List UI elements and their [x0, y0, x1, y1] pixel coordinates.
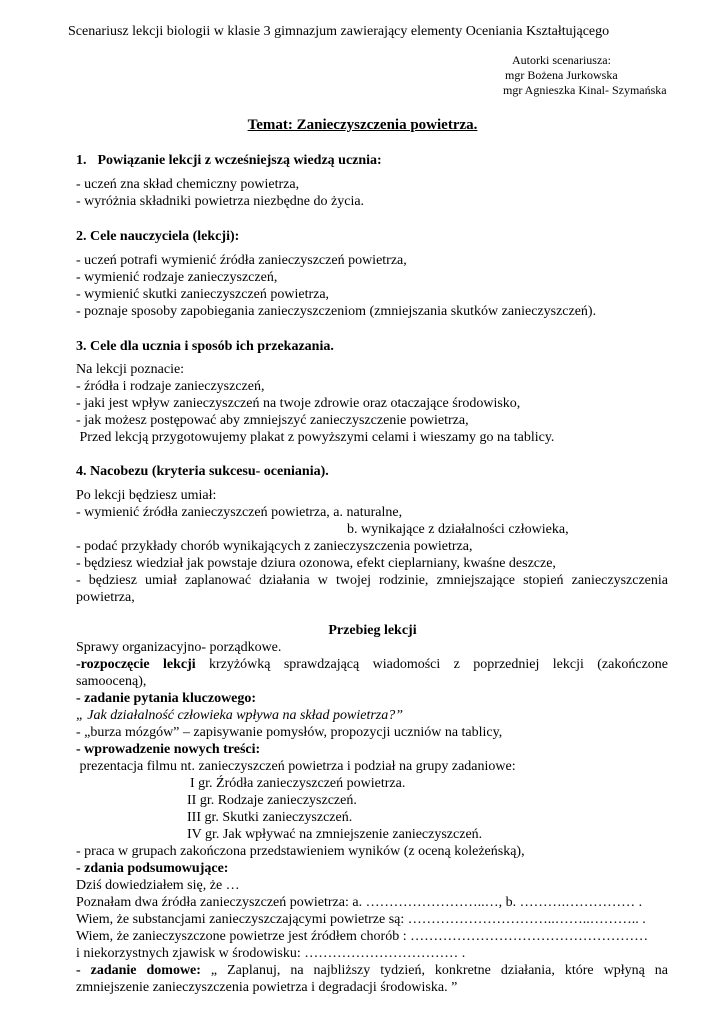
homework-label: - zadanie domowe:	[76, 963, 201, 978]
list-item: Na lekcji poznacie:	[76, 362, 185, 377]
list-item: Po lekcji będziesz umiał:	[76, 488, 217, 503]
list-item: Przed lekcją przygotowujemy plakat z powyższymi celami i wieszamy go na tablicy.	[76, 430, 555, 445]
group-item: IV gr. Jak wpływać na zmniejszenie zanieczyszczeń.	[187, 827, 483, 842]
list-item: - będziesz umiał zaplanować działania w twojej rodzinie, zmniejszające stopień zanieczyszczenia	[76, 573, 668, 588]
key-question-label: - zadanie pytania kluczowego:	[76, 691, 257, 706]
procedure-line	[76, 656, 668, 673]
summary-sentence: Wiem, że substancjami zanieczyszczającymi powietrze są: …………………………..……..……….. .	[76, 912, 646, 927]
section-3-heading: 3. Cele dla ucznia i sposób ich przekazania.	[76, 339, 334, 354]
section-2-list	[76, 252, 596, 320]
list-item: - jak możesz postępować aby zmniejszyć zanieczyszczenie powietrza,	[76, 413, 469, 428]
group-item: I gr. Źródła zanieczyszczeń powietrza.	[190, 776, 406, 791]
group-item: III gr. Skutki zanieczyszczeń.	[187, 810, 353, 825]
homework-line: zmniejszenie zanieczyszczenia powietrza i degradacji środowiska. ”	[76, 980, 458, 995]
list-item: - wymienić skutki zanieczyszczeń powietrza,	[76, 287, 330, 302]
list-item: - źródła i rodzaje zanieczyszczeń,	[76, 379, 265, 394]
section-2-heading: 2. Cele nauczyciela (lekcji):	[76, 229, 240, 244]
procedure-line: - praca w grupach zakończona przedstawieniem wyników (z oceną koleżeńską),	[76, 844, 525, 859]
new-content-label: - wprowadzenie nowych treści:	[76, 742, 261, 757]
author-1: mgr Bożena Jurkowska	[505, 68, 618, 82]
summary-sentence: i niekorzystnych zjawisk w środowisku: …………………………… .	[76, 946, 466, 961]
list-item: - jaki jest wpływ zanieczyszczeń na twoje zdrowie oraz otaczające środowisko,	[76, 396, 521, 411]
homework-text: „ Zaplanuj, na najbliższy tydzień, konkretne działania, które wpłyną na	[200, 963, 668, 978]
list-item: - podać przykłady chorób wynikających z zanieczyszczenia powietrza,	[76, 539, 473, 554]
lesson-start-label: -rozpoczęcie lekcji	[76, 657, 196, 672]
key-question: „ Jak działalność człowieka wpływa na skład powietrza?”	[76, 708, 404, 723]
authors-label: Autorki scenariusza:	[512, 53, 611, 67]
summary-label: - zdania podsumowujące:	[76, 861, 229, 876]
list-item: - będziesz wiedział jak powstaje dziura ozonowa, efekt cieplarniany, kwaśne deszcze,	[76, 556, 556, 571]
group-item: II gr. Rodzaje zanieczyszczeń.	[187, 793, 357, 808]
procedure-line: samooceną),	[76, 674, 147, 689]
list-item: b. wynikające z działalności człowieka,	[347, 522, 569, 537]
procedure-heading: Przebieg lekcji	[328, 623, 417, 638]
list-item: - wymienić źródła zanieczyszczeń powietrza, a. naturalne,	[76, 505, 403, 520]
summary-sentence: Poznałam dwa źródła zanieczyszczeń powietrza: a. ……………………..…, b. ……….…………… .	[76, 895, 643, 910]
list-item: - wymienić rodzaje zanieczyszczeń,	[76, 270, 278, 285]
procedure-line: Sprawy organizacyjno- porządkowe.	[76, 640, 282, 655]
summary-sentence: Wiem, że zanieczyszczone powietrze jest źródłem chorób : ……………………………………………	[76, 929, 649, 944]
list-item: - uczeń potrafi wymienić źródła zanieczyszczeń powietrza,	[76, 253, 407, 268]
list-item: - uczeń zna skład chemiczny powietrza,	[76, 177, 300, 192]
section-1-title: Powiązanie lekcji z wcześniejszą wiedzą ucznia:	[97, 153, 382, 168]
section-4-list	[76, 487, 668, 606]
section-1-list	[76, 176, 364, 210]
procedure-line: - „burza mózgów” – zapisywanie pomysłów, propozycji uczniów na tablicy,	[76, 725, 503, 740]
section-3-list	[76, 361, 554, 446]
homework-line	[76, 962, 668, 979]
section-1-number: 1.	[76, 153, 87, 168]
lesson-topic: Temat: Zanieczyszczenia powietrza.	[247, 117, 478, 133]
document-title: Scenariusz lekcji biologii w klasie 3 gimnazjum zawierający elementy Oceniania Kształtującego	[68, 24, 610, 39]
list-item: powietrza,	[76, 590, 135, 605]
section-1-heading	[76, 152, 382, 169]
procedure-body	[76, 639, 668, 996]
procedure-line: prezentacja filmu nt. zanieczyszczeń powietrza i podział na grupy zadaniowe:	[76, 759, 516, 774]
section-4-heading: 4. Nacobezu (kryteria sukcesu- oceniania).	[76, 464, 329, 479]
list-item: - poznaje sposoby zapobiegania zanieczyszczeniom (zmniejszania skutków zanieczyszczeń).	[76, 304, 597, 319]
procedure-line: Dziś dowiedziałem się, że …	[76, 878, 240, 893]
lesson-start-text: krzyżówką sprawdzającą wiadomości z poprzedniej lekcji (zakończone	[195, 657, 668, 672]
author-2: mgr Agnieszka Kinal- Szymańska	[503, 83, 667, 97]
list-item: - wyróżnia składniki powietrza niezbędne do życia.	[76, 194, 365, 209]
